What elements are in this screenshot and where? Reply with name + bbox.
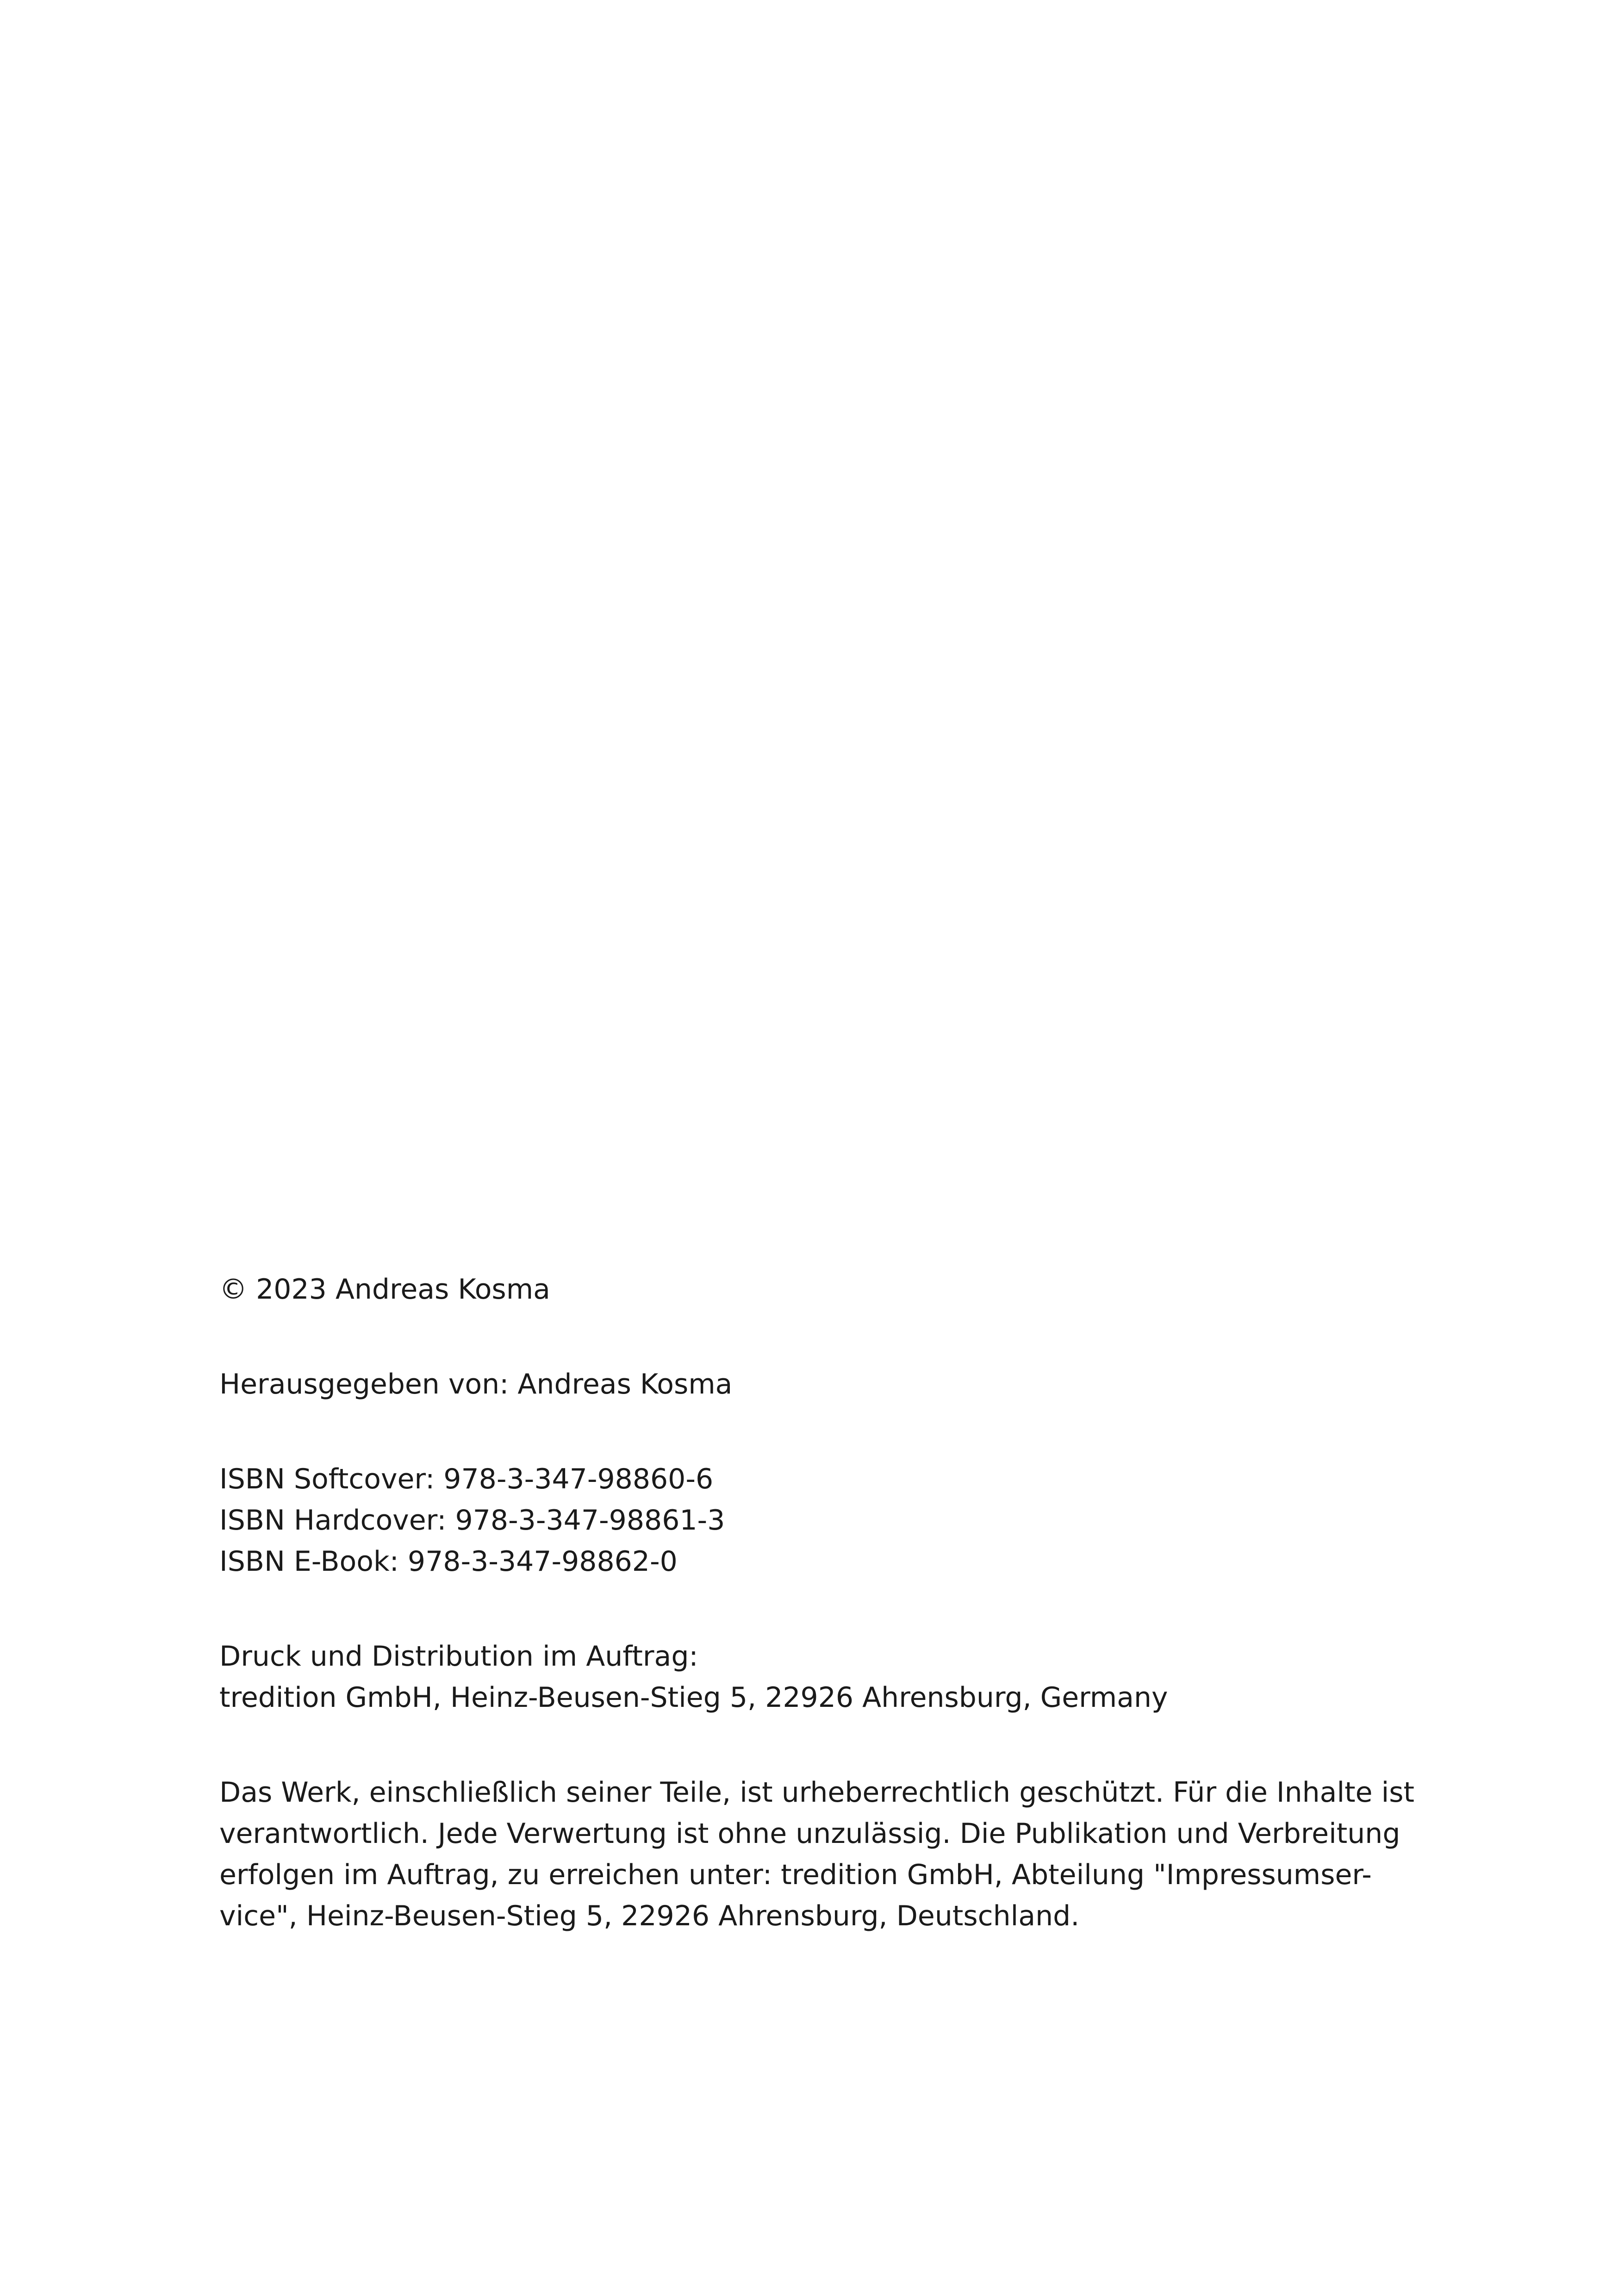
distribution-notice [219, 1636, 1395, 1718]
publisher-notice [219, 1364, 1395, 1405]
legal-line: verantwortlich. Jede Verwertung ist ohne unzulässig. Die Publikation und Verbreitung [219, 1817, 1400, 1850]
legal-notice [219, 1772, 1415, 1937]
distribution-line: Druck und Distribution im Auftrag: [219, 1640, 698, 1673]
copyright-notice [219, 1269, 1395, 1310]
isbn-list [219, 1459, 1395, 1582]
isbn-ebook: ISBN E-Book: 978-3-347-98862-0 [219, 1545, 678, 1578]
legal-line: vice", Heinz-Beusen-Stieg 5, 22926 Ahrensburg, Deutschland. [219, 1900, 1080, 1932]
distribution-address: tredition GmbH, Heinz-Beusen-Stieg 5, 22926 Ahrensburg, Germany [219, 1681, 1168, 1714]
publisher-text: Herausgegeben von: Andreas Kosma [219, 1368, 733, 1400]
legal-line: erfolgen im Auftrag, zu erreichen unter: tredition GmbH, Abteilung "Impressumser- [219, 1859, 1372, 1891]
imprint-section [219, 1269, 1415, 1937]
legal-line: Das Werk, einschließlich seiner Teile, ist urheberrechtlich geschützt. Für die Inhalte ist [219, 1776, 1415, 1809]
isbn-hardcover: ISBN Hardcover: 978-3-347-98861-3 [219, 1504, 725, 1537]
isbn-softcover: ISBN Softcover: 978-3-347-98860-6 [219, 1463, 714, 1495]
copyright-text: © 2023 Andreas Kosma [219, 1273, 550, 1306]
